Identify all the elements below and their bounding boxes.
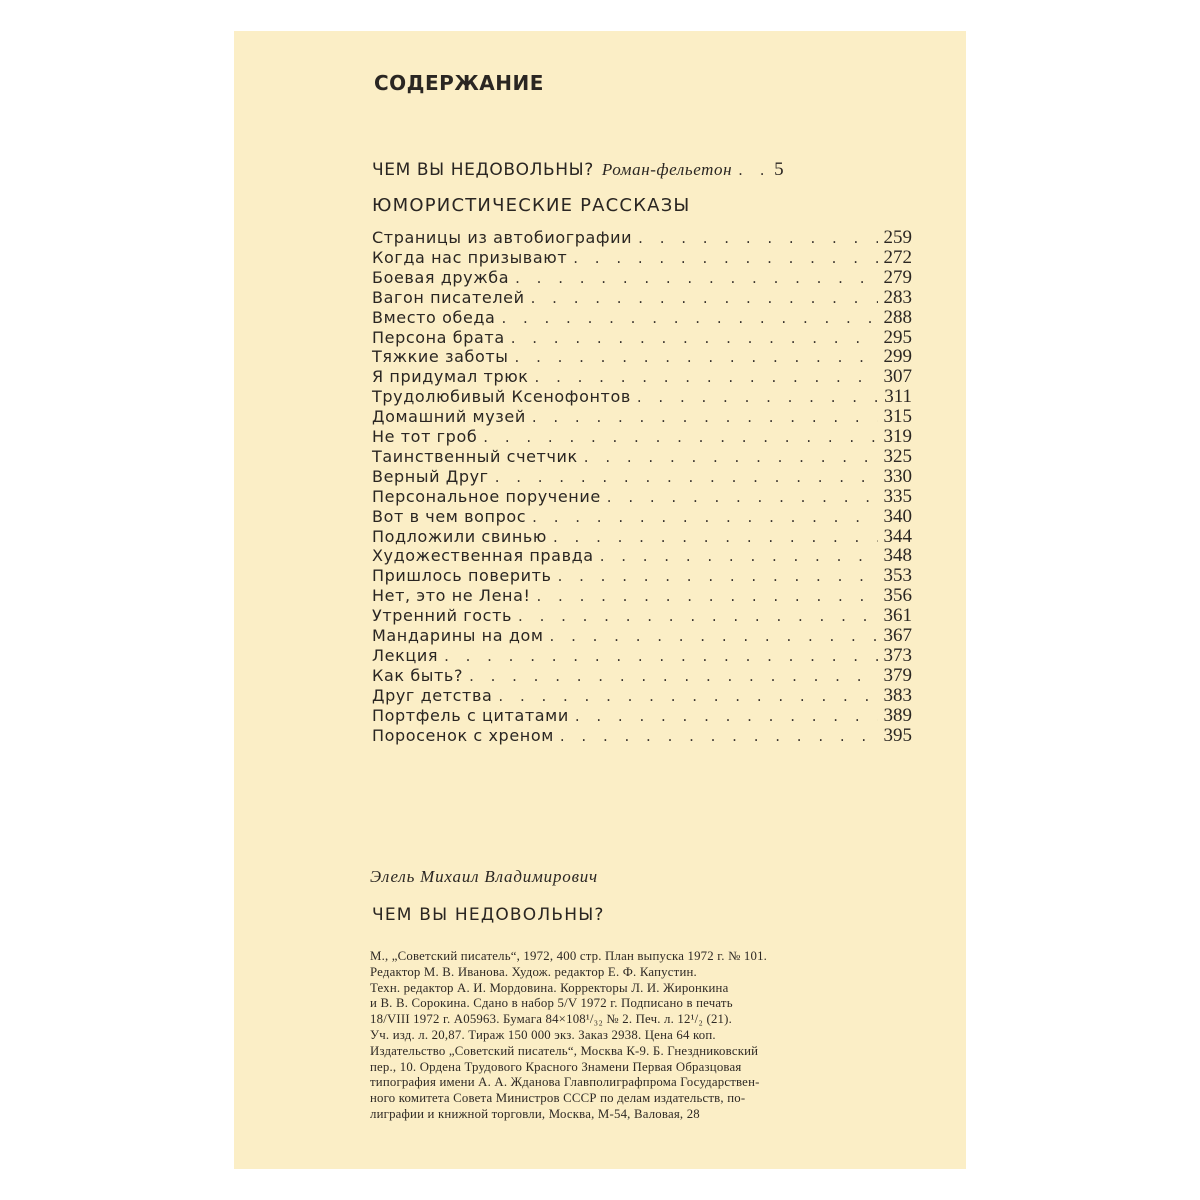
toc-entry <box>372 287 912 307</box>
toc-entry <box>372 565 912 585</box>
toc-entry-title: Художественная правда <box>372 546 594 566</box>
toc-entry-title: Не тот гроб <box>372 427 478 446</box>
toc-entry <box>372 486 912 506</box>
dot-leader <box>573 249 877 267</box>
toc-entry-page: 330 <box>883 465 912 487</box>
toc-entry-title: Таинственный счетчик <box>372 446 578 466</box>
imprint-line: М., „Советский писатель“, 1972, 400 стр. План выпуска 1972 г. № 101. <box>370 949 768 963</box>
dot-leader <box>498 687 877 705</box>
toc-entry-title: Пришлось поверить <box>372 566 552 586</box>
dot-leader <box>550 627 878 645</box>
toc-entry <box>372 386 912 406</box>
toc-main-entry <box>372 159 912 179</box>
dot-leader <box>560 727 878 745</box>
dot-leader <box>469 667 877 685</box>
toc-entry-page: 340 <box>883 505 912 527</box>
toc-entry-page: 348 <box>883 545 912 567</box>
toc-entry-page: 272 <box>883 246 912 268</box>
dot-leader <box>738 161 768 179</box>
toc-entry-page: 367 <box>883 625 912 646</box>
dot-leader <box>575 707 878 725</box>
toc-entry-title: Персональное поручение <box>372 486 601 506</box>
toc-entry <box>372 346 912 366</box>
toc-entry-page: 325 <box>883 445 912 467</box>
toc-entry-title: Подложили свинью <box>372 526 548 546</box>
imprint-line: Издательство „Советский писатель“, Москва К-9. Б. Гнездниковский <box>370 1043 759 1058</box>
toc-entry <box>372 327 912 347</box>
imprint-line: Уч. изд. л. 20,87. Тираж 150 000 экз. Заказ 2938. Цена 64 коп. <box>370 1027 716 1042</box>
toc-entry-title: Домашний музей <box>372 407 526 427</box>
toc-entry <box>372 247 912 267</box>
toc-entry <box>372 645 912 665</box>
toc-entry <box>372 705 912 725</box>
dot-leader <box>515 269 877 287</box>
imprint-line: Техн. редактор А. И. Мордовина. Корректоры Л. И. Жиронкина <box>370 980 729 995</box>
imprint-line: лиграфии и книжной торговли, Москва, М-54, Валовая, 28 <box>370 1106 700 1121</box>
toc-entry-title: Мандарины на дом <box>372 626 544 645</box>
toc-main-subtitle: Роман-фельетон <box>601 160 733 179</box>
page-heading: СОДЕРЖАНИЕ <box>374 71 544 95</box>
toc-entry-title: Трудолюбивый Ксенофонтов <box>372 387 631 407</box>
toc-main-page: 5 <box>774 159 784 180</box>
toc-entry-title: Боевая дружба <box>372 267 510 287</box>
dot-leader <box>537 587 878 605</box>
dot-leader <box>584 448 878 466</box>
toc-entry <box>372 585 912 605</box>
toc-entry <box>372 685 912 705</box>
dot-leader <box>511 329 878 347</box>
toc-entry <box>372 545 912 565</box>
imprint-line: 18/VIII 1972 г. А05963. Бумага 84×108¹/₃₂ № 2. Печ. л. 12¹/₂ (21). <box>370 1012 733 1027</box>
dot-leader <box>558 567 878 585</box>
toc-entry-title: Вместо обеда <box>372 307 496 327</box>
imprint-line: пер., 10. Ордена Трудового Красного Знамени Первая Образцовая <box>370 1059 742 1074</box>
toc-entry-title: Лекция <box>372 645 439 665</box>
dot-leader <box>518 607 877 625</box>
imprint-line: ного комитета Совета Министров СССР по делам издательств, по- <box>370 1091 746 1106</box>
toc-entry <box>372 725 912 745</box>
toc-entry-page: 389 <box>883 704 912 726</box>
toc-entry-page: 307 <box>883 366 912 388</box>
toc-entry <box>372 506 912 526</box>
toc-entry-title: Тяжкие заботы <box>372 347 509 367</box>
dot-leader <box>607 488 878 506</box>
toc-entry-page: 315 <box>883 406 912 428</box>
toc-entry-page: 279 <box>883 266 912 288</box>
dot-leader <box>531 289 878 307</box>
author-name: Элель Михаил Владимирович <box>370 867 598 886</box>
dot-leader <box>532 408 878 426</box>
dot-leader <box>600 547 878 565</box>
toc-entry <box>372 227 912 247</box>
toc-entry-title: Когда нас призывают <box>372 247 568 267</box>
toc-entry <box>372 426 912 446</box>
toc-entry-title: Как быть? <box>372 665 464 685</box>
toc-entry-title: Вот в чем вопрос <box>372 506 527 526</box>
toc-entry-title: Я придумал трюк <box>372 367 529 387</box>
dot-leader <box>532 508 877 526</box>
dot-leader <box>637 388 878 406</box>
toc-entry-title: Верный Друг <box>372 466 489 486</box>
dot-leader <box>515 348 878 366</box>
toc-entry <box>372 665 912 685</box>
toc-entry-page: 353 <box>883 565 912 587</box>
toc-entry <box>372 526 912 546</box>
dot-leader <box>553 528 877 546</box>
section-title: ЮМОРИСТИЧЕСКИЕ РАССКАЗЫ <box>372 195 691 216</box>
toc-entry-page: 283 <box>883 286 912 308</box>
imprint-line: типография имени А. А. Жданова Главполиграфпрома Государствен- <box>370 1075 760 1090</box>
toc-entry <box>372 625 912 645</box>
toc-entry-title: Вагон писателей <box>372 287 525 307</box>
toc-entry-page: 356 <box>883 585 912 607</box>
toc-entry-page: 344 <box>883 525 912 547</box>
toc-entry-page: 288 <box>883 306 912 328</box>
toc-entry-title: Утренний гость <box>372 606 513 626</box>
toc-entry-page: 335 <box>883 485 912 507</box>
toc-entry <box>372 605 912 625</box>
toc-entry-page: 311 <box>884 386 912 408</box>
toc-entry-page: 259 <box>883 227 912 248</box>
toc-entry-title: Персона брата <box>372 327 505 347</box>
book-page <box>234 31 966 1169</box>
dot-leader <box>444 647 877 665</box>
toc-entry <box>372 366 912 386</box>
toc-entry <box>372 446 912 466</box>
imprint-line: Редактор М. В. Иванова. Худож. редактор Е. Ф. Капустин. <box>370 964 697 979</box>
toc-entry-page: 383 <box>883 684 912 706</box>
toc-entry-page: 373 <box>883 644 912 666</box>
dot-leader <box>501 309 877 327</box>
toc-entry <box>372 466 912 486</box>
dot-leader <box>535 368 878 386</box>
dot-leader <box>483 428 877 446</box>
imprint-line: и В. В. Сорокина. Сдано в набор 5/V 1972 г. Подписано в печать <box>370 996 733 1011</box>
dot-leader <box>638 229 877 247</box>
toc-entry-title: Портфель с цитатами <box>372 705 569 725</box>
toc-entry-title: Друг детства <box>372 685 493 705</box>
toc-entry-title: Страницы из автобиографии <box>372 228 633 247</box>
imprint-block <box>370 949 956 1123</box>
toc-entry <box>372 406 912 426</box>
toc-main-title: ЧЕМ ВЫ НЕДОВОЛЬНЫ? Роман-фельетон <box>372 160 733 180</box>
toc-entry-title: Нет, это не Лена! <box>372 586 531 606</box>
book-title: ЧЕМ ВЫ НЕДОВОЛЬНЫ? <box>372 905 605 925</box>
toc-entry-title: Поросенок с хреном <box>372 725 554 745</box>
toc-entry-page: 395 <box>883 724 912 746</box>
toc-entry <box>372 267 912 287</box>
toc-entry-page: 299 <box>883 346 912 368</box>
dot-leader <box>495 468 878 486</box>
toc-entry-page: 295 <box>883 326 912 348</box>
toc-entry-page: 319 <box>883 426 912 447</box>
toc-entry-page: 361 <box>883 605 912 627</box>
toc-entry-page: 379 <box>883 664 912 686</box>
toc-entry <box>372 307 912 327</box>
